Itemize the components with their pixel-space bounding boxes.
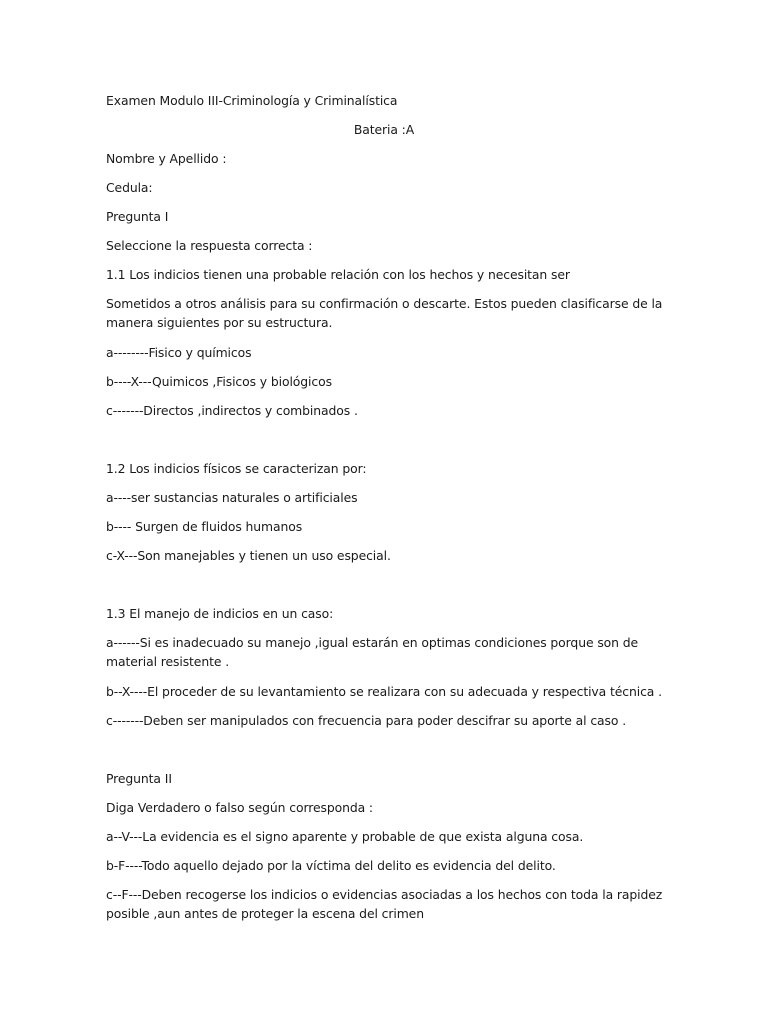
item-1-1-option-a: a--------Fisico y químicos <box>106 345 252 360</box>
item-1-2-option-c: c-X---Son manejables y tienen un uso especial. <box>106 548 391 563</box>
exam-title: Examen Modulo III-Criminología y Criminalística <box>106 93 398 108</box>
item-1-3-option-b: b--X----El proceder de su levantamiento se realizara con su adecuada y respectiva técnica . <box>106 684 662 699</box>
name-field-label: Nombre y Apellido : <box>106 151 227 166</box>
item-1-1-option-b: b----X---Quimicos ,Fisicos y biológicos <box>106 374 332 389</box>
id-field-label: Cedula: <box>106 180 153 195</box>
question-2-statement-c: c--F---Deben recogerse los indicios o evidencias asociadas a los hechos con toda la rapidez posible ,aun antes de proteger la escena del crimen <box>106 887 663 921</box>
question-1-heading: Pregunta I <box>106 209 169 224</box>
question-2-statement-a: a--V---La evidencia es el signo aparente y probable de que exista alguna cosa. <box>106 829 584 844</box>
item-1-1-stem: 1.1 Los indicios tienen una probable relación con los hechos y necesitan ser <box>106 267 570 282</box>
item-1-2-stem: 1.2 Los indicios físicos se caracterizan por: <box>106 461 367 476</box>
item-1-3-option-c: c-------Deben ser manipulados con frecuencia para poder descifrar su aporte al caso . <box>106 713 627 728</box>
question-2-heading: Pregunta II <box>106 771 172 786</box>
item-1-1-option-c: c-------Directos ,indirectos y combinados . <box>106 403 358 418</box>
question-2-statement-b: b-F----Todo aquello dejado por la víctima del delito es evidencia del delito. <box>106 858 556 873</box>
question-2-instruction: Diga Verdadero o falso según corresponda : <box>106 800 374 815</box>
item-1-1-stem-continued: Sometidos a otros análisis para su confirmación o descarte. Estos pueden clasificarse de la manera siguientes por su estructura. <box>106 296 663 330</box>
item-1-2-option-b: b---- Surgen de fluidos humanos <box>106 519 303 534</box>
question-1-instruction: Seleccione la respuesta correcta : <box>106 238 313 253</box>
item-1-3-stem: 1.3 El manejo de indicios en un caso: <box>106 606 334 621</box>
battery-label: Bateria :A <box>353 122 415 137</box>
item-1-2-option-a: a----ser sustancias naturales o artificiales <box>106 490 358 505</box>
item-1-3-option-a: a------Si es inadecuado su manejo ,igual estarán en optimas condiciones porque son de material resistente . <box>106 635 639 669</box>
